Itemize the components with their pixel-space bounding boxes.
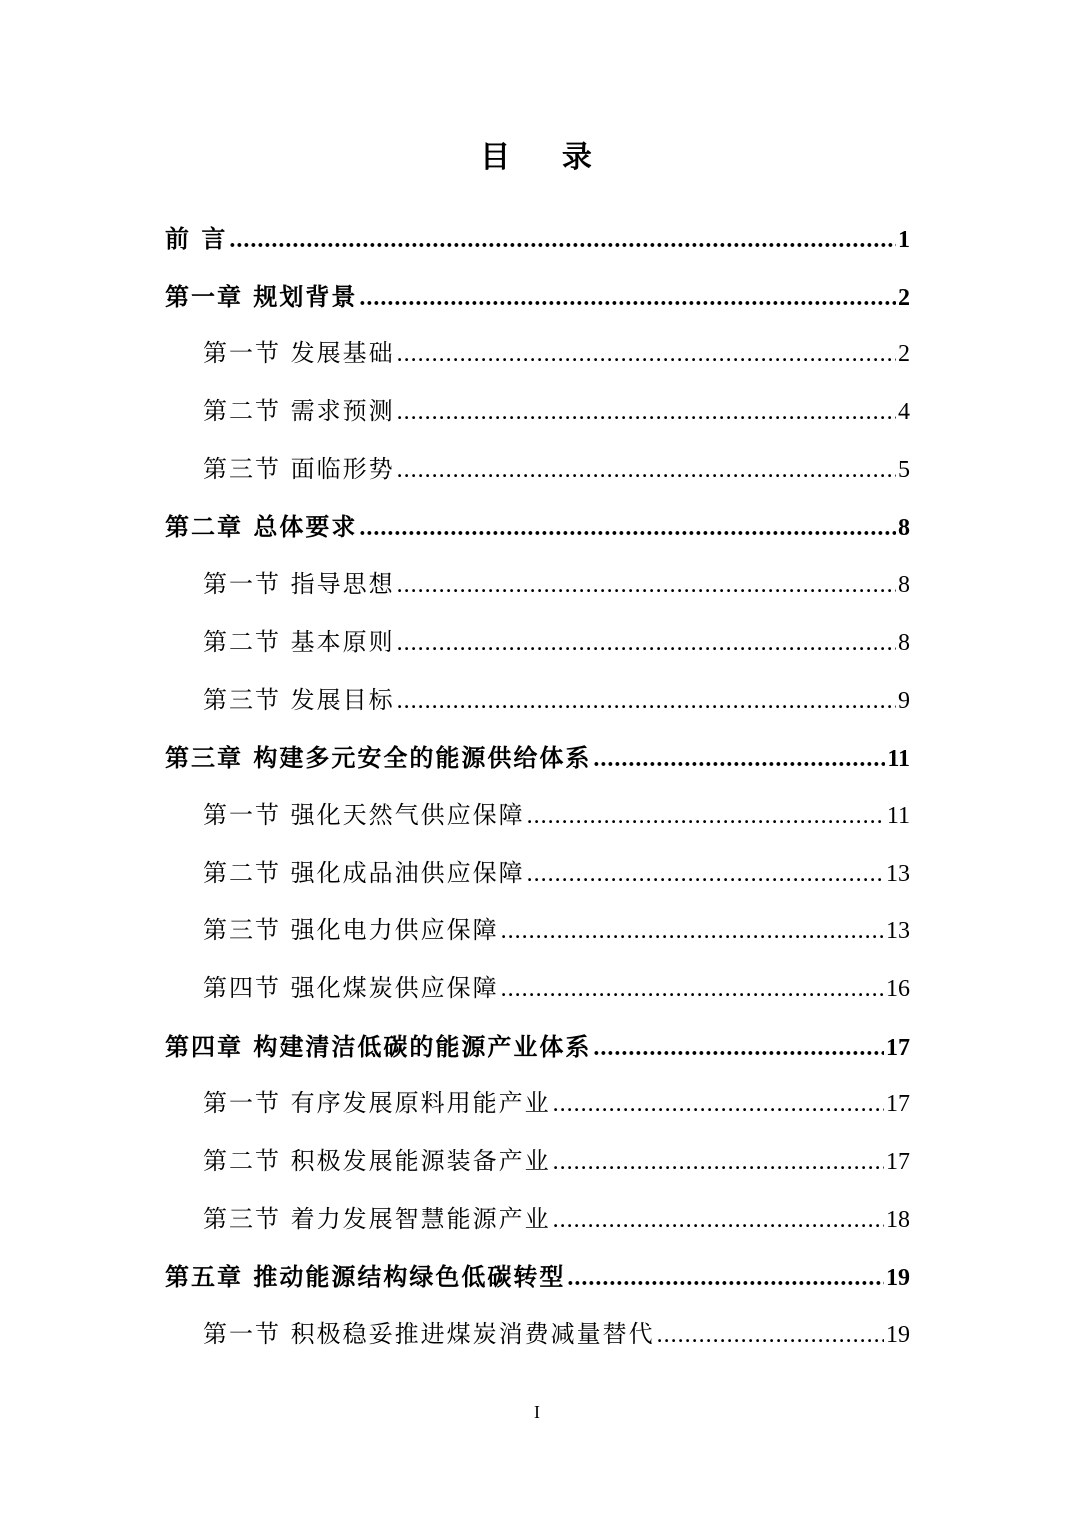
toc-dot-leader [501,961,884,1019]
toc-entry-page: 8 [898,515,910,542]
toc-entry-label: 前 言 [165,224,228,253]
toc-entry-label: 第三章 构建多元安全的能源供给体系 [165,743,592,773]
toc-entry-page: 13 [886,860,910,887]
toc-entry-page: 11 [886,802,910,829]
toc-entry-label: 第一节 发展基础 [203,339,395,368]
toc-entry-label: 第一节 指导思想 [203,570,395,599]
toc-entry-label: 第二节 强化成品油供应保障 [203,858,525,887]
toc-entry-section-2-3[interactable] [165,672,910,730]
toc-entry-page: 19 [886,1322,910,1349]
toc-entry-page: 17 [886,1091,910,1118]
toc-entry-section-4-2[interactable] [165,1133,910,1191]
toc-entry-page: 11 [887,746,910,773]
toc-entry-page: 16 [886,975,910,1002]
toc-dot-leader [657,1307,884,1365]
toc-entry-label: 第三节 着力发展智慧能源产业 [203,1204,551,1233]
toc-entry-label: 第一章 规划背景 [165,281,358,311]
toc-entry-page: 17 [886,1034,910,1061]
toc-entry-section-4-1[interactable] [165,1075,910,1133]
toc-entry-section-3-4[interactable] [165,960,910,1018]
toc-entry-section-1-3[interactable] [165,441,910,499]
toc-entry-section-2-1[interactable] [165,556,910,614]
toc-entry-section-3-3[interactable] [165,902,910,960]
toc-entry-section-1-2[interactable] [165,383,910,441]
toc-entry-page: 8 [898,572,910,599]
toc-dot-leader [359,270,896,328]
toc-entry-label: 第四节 强化煤炭供应保障 [203,973,499,1002]
toc-dot-leader [397,557,896,615]
toc-entry-label: 第一节 强化天然气供应保障 [203,800,525,829]
toc-entry-label: 第二节 需求预测 [203,397,395,426]
toc-dot-leader [229,212,896,270]
toc-entry-label: 第四章 构建清洁低碳的能源产业体系 [165,1031,592,1061]
toc-dot-leader [397,384,896,442]
toc-entry-chapter-1[interactable] [165,268,910,326]
toc-dot-leader [527,846,884,904]
toc-entry-label: 第三节 强化电力供应保障 [203,916,499,945]
toc-dot-leader [567,1250,884,1308]
toc-entry-chapter-3[interactable] [165,729,910,787]
toc-entry-page: 8 [898,629,910,656]
toc-dot-leader [553,1076,884,1134]
page-title: 目 录 [480,140,594,175]
toc-entry-section-2-2[interactable] [165,614,910,672]
toc-dot-leader [593,731,885,789]
toc-entry-page: 1 [898,227,910,253]
toc-dot-leader [397,326,896,384]
toc-dot-leader [501,903,884,961]
toc-entry-page: 4 [898,399,910,426]
toc-entry-page: 13 [886,918,910,945]
toc-entry-label: 第五章 推动能源结构绿色低碳转型 [165,1262,566,1292]
toc-entry-page: 18 [886,1206,910,1233]
toc-dot-leader [397,615,896,673]
toc-entry-section-3-2[interactable] [165,845,910,903]
toc-entry-section-4-3[interactable] [165,1191,910,1249]
toc-entry-label: 第二章 总体要求 [165,512,358,542]
toc-entry-chapter-2[interactable] [165,498,910,556]
toc-entry-label: 第一节 有序发展原料用能产业 [203,1089,551,1118]
toc-dot-leader [359,500,896,558]
toc-entry-page: 9 [898,687,910,714]
toc-entry-label: 第二节 积极发展能源装备产业 [203,1147,551,1175]
toc-entry-page: 5 [898,456,910,483]
toc-entry-section-3-1[interactable] [165,787,910,845]
page-number: I [534,1402,540,1422]
toc-entry-page: 17 [886,1149,910,1175]
toc-dot-leader [553,1192,884,1250]
toc-entry-page: 2 [898,284,910,311]
table-of-contents [165,210,910,1364]
toc-dot-leader [593,1020,884,1078]
toc-entry-page: 19 [886,1265,910,1292]
toc-dot-leader [553,1134,884,1192]
toc-entry-section-5-1[interactable] [165,1306,910,1364]
toc-dot-leader [527,788,885,846]
toc-entry-label: 第三节 发展目标 [203,685,395,714]
toc-dot-leader [397,442,896,500]
toc-entry-chapter-5[interactable] [165,1248,910,1306]
toc-entry-label: 第二节 基本原则 [203,627,395,656]
toc-entry-chapter-4[interactable] [165,1018,910,1076]
toc-entry-section-1-1[interactable] [165,325,910,383]
toc-entry-preface[interactable] [165,210,910,268]
toc-entry-page: 2 [898,341,910,368]
toc-entry-label: 第一节 积极稳妥推进煤炭消费减量替代 [203,1320,655,1349]
toc-dot-leader [397,673,896,731]
toc-entry-label: 第三节 面临形势 [203,454,395,483]
